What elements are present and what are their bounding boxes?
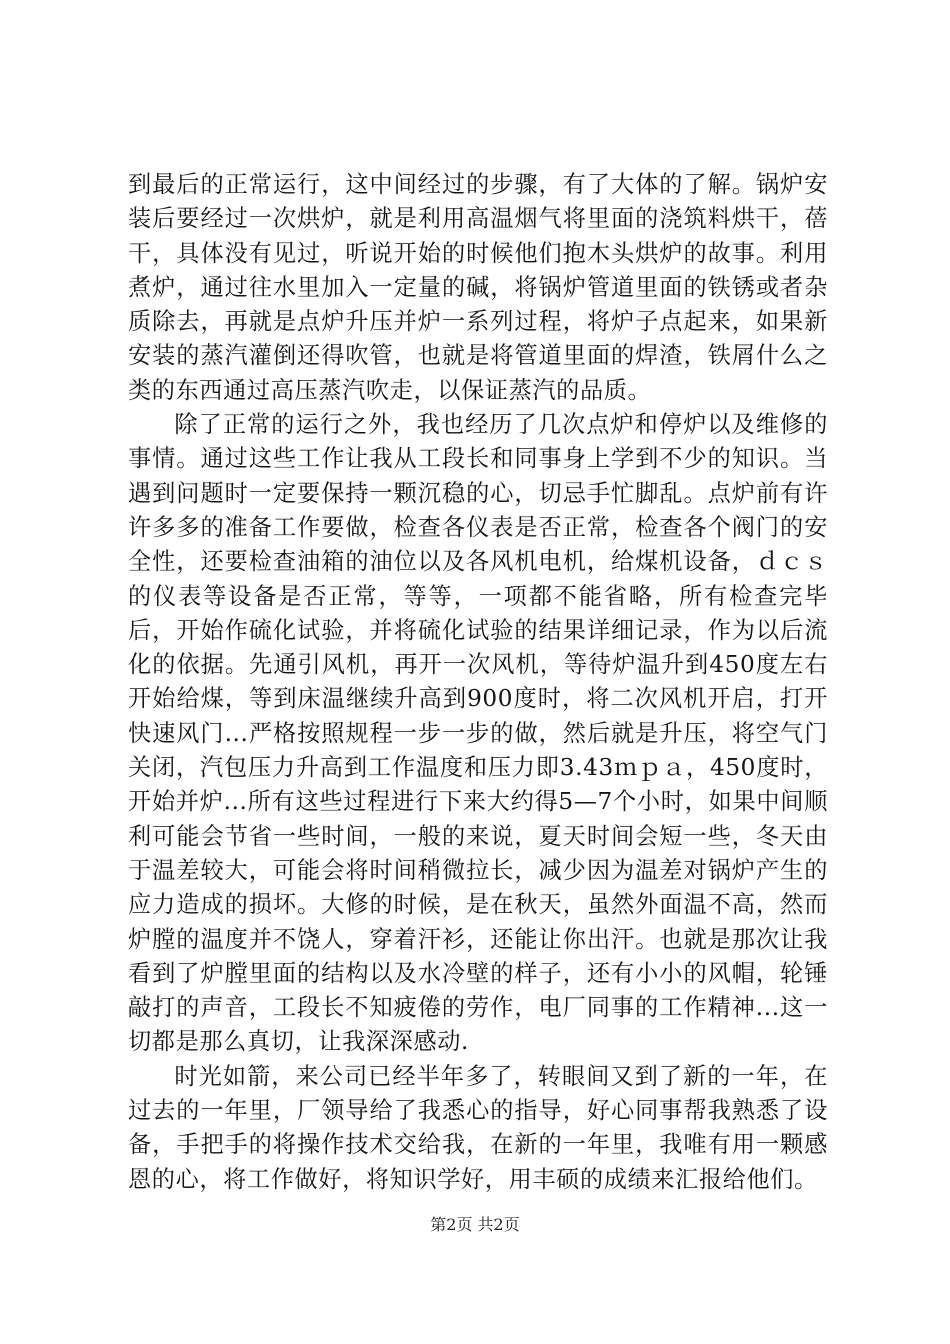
paragraph-2: 除了正常的运行之外，我也经历了几次点炉和停炉以及维修的事情。通过这些工作让我从工段长和同事身上学到不少的知识。当遇到问题时一定要保持一颗沉稳的心，切忌手忙脚乱。点炉前有许许多多的准备工作要做，检查各仪表是否正常，检查各个阀门的安全性，还要检查油箱的油位以及各风机电机，给煤机设备，ｄｃｓ的仪表等设备是否正常，等等，一项都不能省略，所有检查完毕后，开始作硫化试验，并将硫化试验的结果详细记录，作为以后流化的依据。先通引风机，再开一次风机，等待炉温升到450度左右开始给煤，等到床温继续升高到900度时，将二次风机开启，打开快速风门...严格按照规程一步一步的做，然后就是升压，将空气门关闭，汽包压力升高到工作温度和压力即3.43ｍｐａ，450度时，开始并炉...所有这些过程进行下来大约得5—7个小时，如果中间顺利可能会节省一些时间，一般的来说，夏天时间会短一些，冬天由于温差较大，可能会将时间稍微拉长，减少因为温差对锅炉产生的应力造成的损坏。大修的时候，是在秋天，虽然外面温不高，然而炉膛的温度并不饶人，穿着汗衫，还能让你出汗。也就是那次让我看到了炉膛里面的结构以及水冷壁的样子，还有小小的风帽，轮锤敲打的声音，工段长不知疲倦的劳作，电厂同事的工作精神...这一切都是那么真切，让我深深感动. bbox=[128, 411, 828, 1056]
paragraph-1: 到最后的正常运行，这中间经过的步骤，有了大体的了解。锅炉安装后要经过一次烘炉，就是利用高温烟气将里面的浇筑料烘干，蓓干，具体没有见过，听说开始的时候他们抱木头烘炉的故事。利用煮炉，通过往水里加入一定量的碱，将锅炉管道里面的铁锈或者杂质除去，再就是点炉升压并炉一系列过程，将炉子点起来，如果新安装的蒸汽灌倒还得吹管，也就是将管道里面的焊渣，铁屑什么之类的东西通过高压蒸汽吹走，以保证蒸汽的品质。 bbox=[128, 171, 828, 404]
document-body bbox=[128, 168, 828, 1197]
paragraph-3: 时光如箭，来公司已经半年多了，转眼间又到了新的一年，在过去的一年里，厂领导给了我悉心的指导，好心同事帮我熟悉了设备，手把手的将操作技术交给我，在新的一年里，我唯有用一颗感恩的心，将工作做好，将知识学好，用丰硕的成绩来汇报给他们。 bbox=[128, 1062, 828, 1193]
page-footer: 第2页 共2页 bbox=[430, 1215, 520, 1234]
